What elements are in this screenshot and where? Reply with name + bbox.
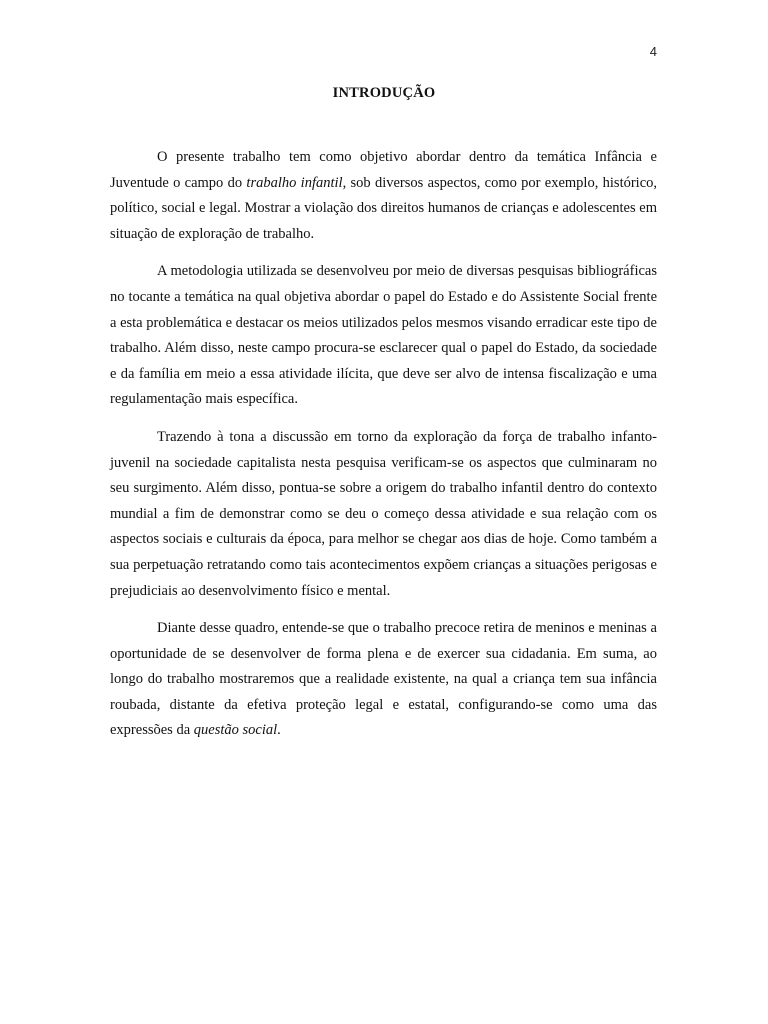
paragraph-conclusion xyxy=(110,616,657,744)
page-title: INTRODUÇÃO xyxy=(332,85,436,101)
paragraph-discussion: Trazendo à tona a discussão em torno da exploração da força de trabalho infanto-juvenil na sociedade capitalista nesta pesquisa verificam-se os aspectos que culminaram no seu surgimento. Além disso, pontua-se sobre a origem do trabalho infantil dentro do contexto mundial a fim de demonstrar como se deu o começo dessa atividade e sua relação com os aspectos sociais e culturais da época, para melhor se chegar aos dias de hoje. Como também a sua perpetuação retratando como tais acontecimentos expõem crianças a situações perigosas e prejudiciais ao desenvolvimento físico e mental. xyxy=(110,428,657,599)
italic-term: trabalho infantil xyxy=(246,174,343,191)
paragraph-text: Diante desse quadro, entende-se que o trabalho precoce retira de meninos e meninas a oportunidade de se desenvolver de forma plena e de exercer sua cidadania. Em suma, ao longo do trabalho mostraremos que a realidade existente, na qual a criança tem sua infância roubada, distante da efetiva proteção legal e estatal, configurando-se como uma das expressões da xyxy=(110,620,657,739)
italic-term: questão social xyxy=(193,722,278,739)
paragraph-text: O presente trabalho tem como objetivo abordar dentro da temática Infância e Juventude o campo do xyxy=(110,149,657,191)
paragraph-text: . xyxy=(277,722,281,739)
page-number: 4 xyxy=(649,44,657,59)
document-body xyxy=(110,145,657,756)
paragraph-text: , sob diversos aspectos, como por exemplo, histórico, político, social e legal. Mostrar a violação dos direitos humanos de crianças e adolescentes em situação de exploração de trabalho. xyxy=(110,174,658,242)
paragraph-methodology: A metodologia utilizada se desenvolveu por meio de diversas pesquisas bibliográficas no tocante a temática na qual objetiva abordar o papel do Estado e do Assistente Social frente a esta problemática e destacar os meios utilizados pelos mesmos visando erradicar este tipo de trabalho. Além disso, neste campo procura-se esclarecer qual o papel do Estado, da sociedade e da família em meio a essa atividade ilícita, que deve ser alvo de intensa fiscalização e uma regulamentação mais específica. xyxy=(110,263,657,408)
paragraph-objective xyxy=(110,145,657,247)
